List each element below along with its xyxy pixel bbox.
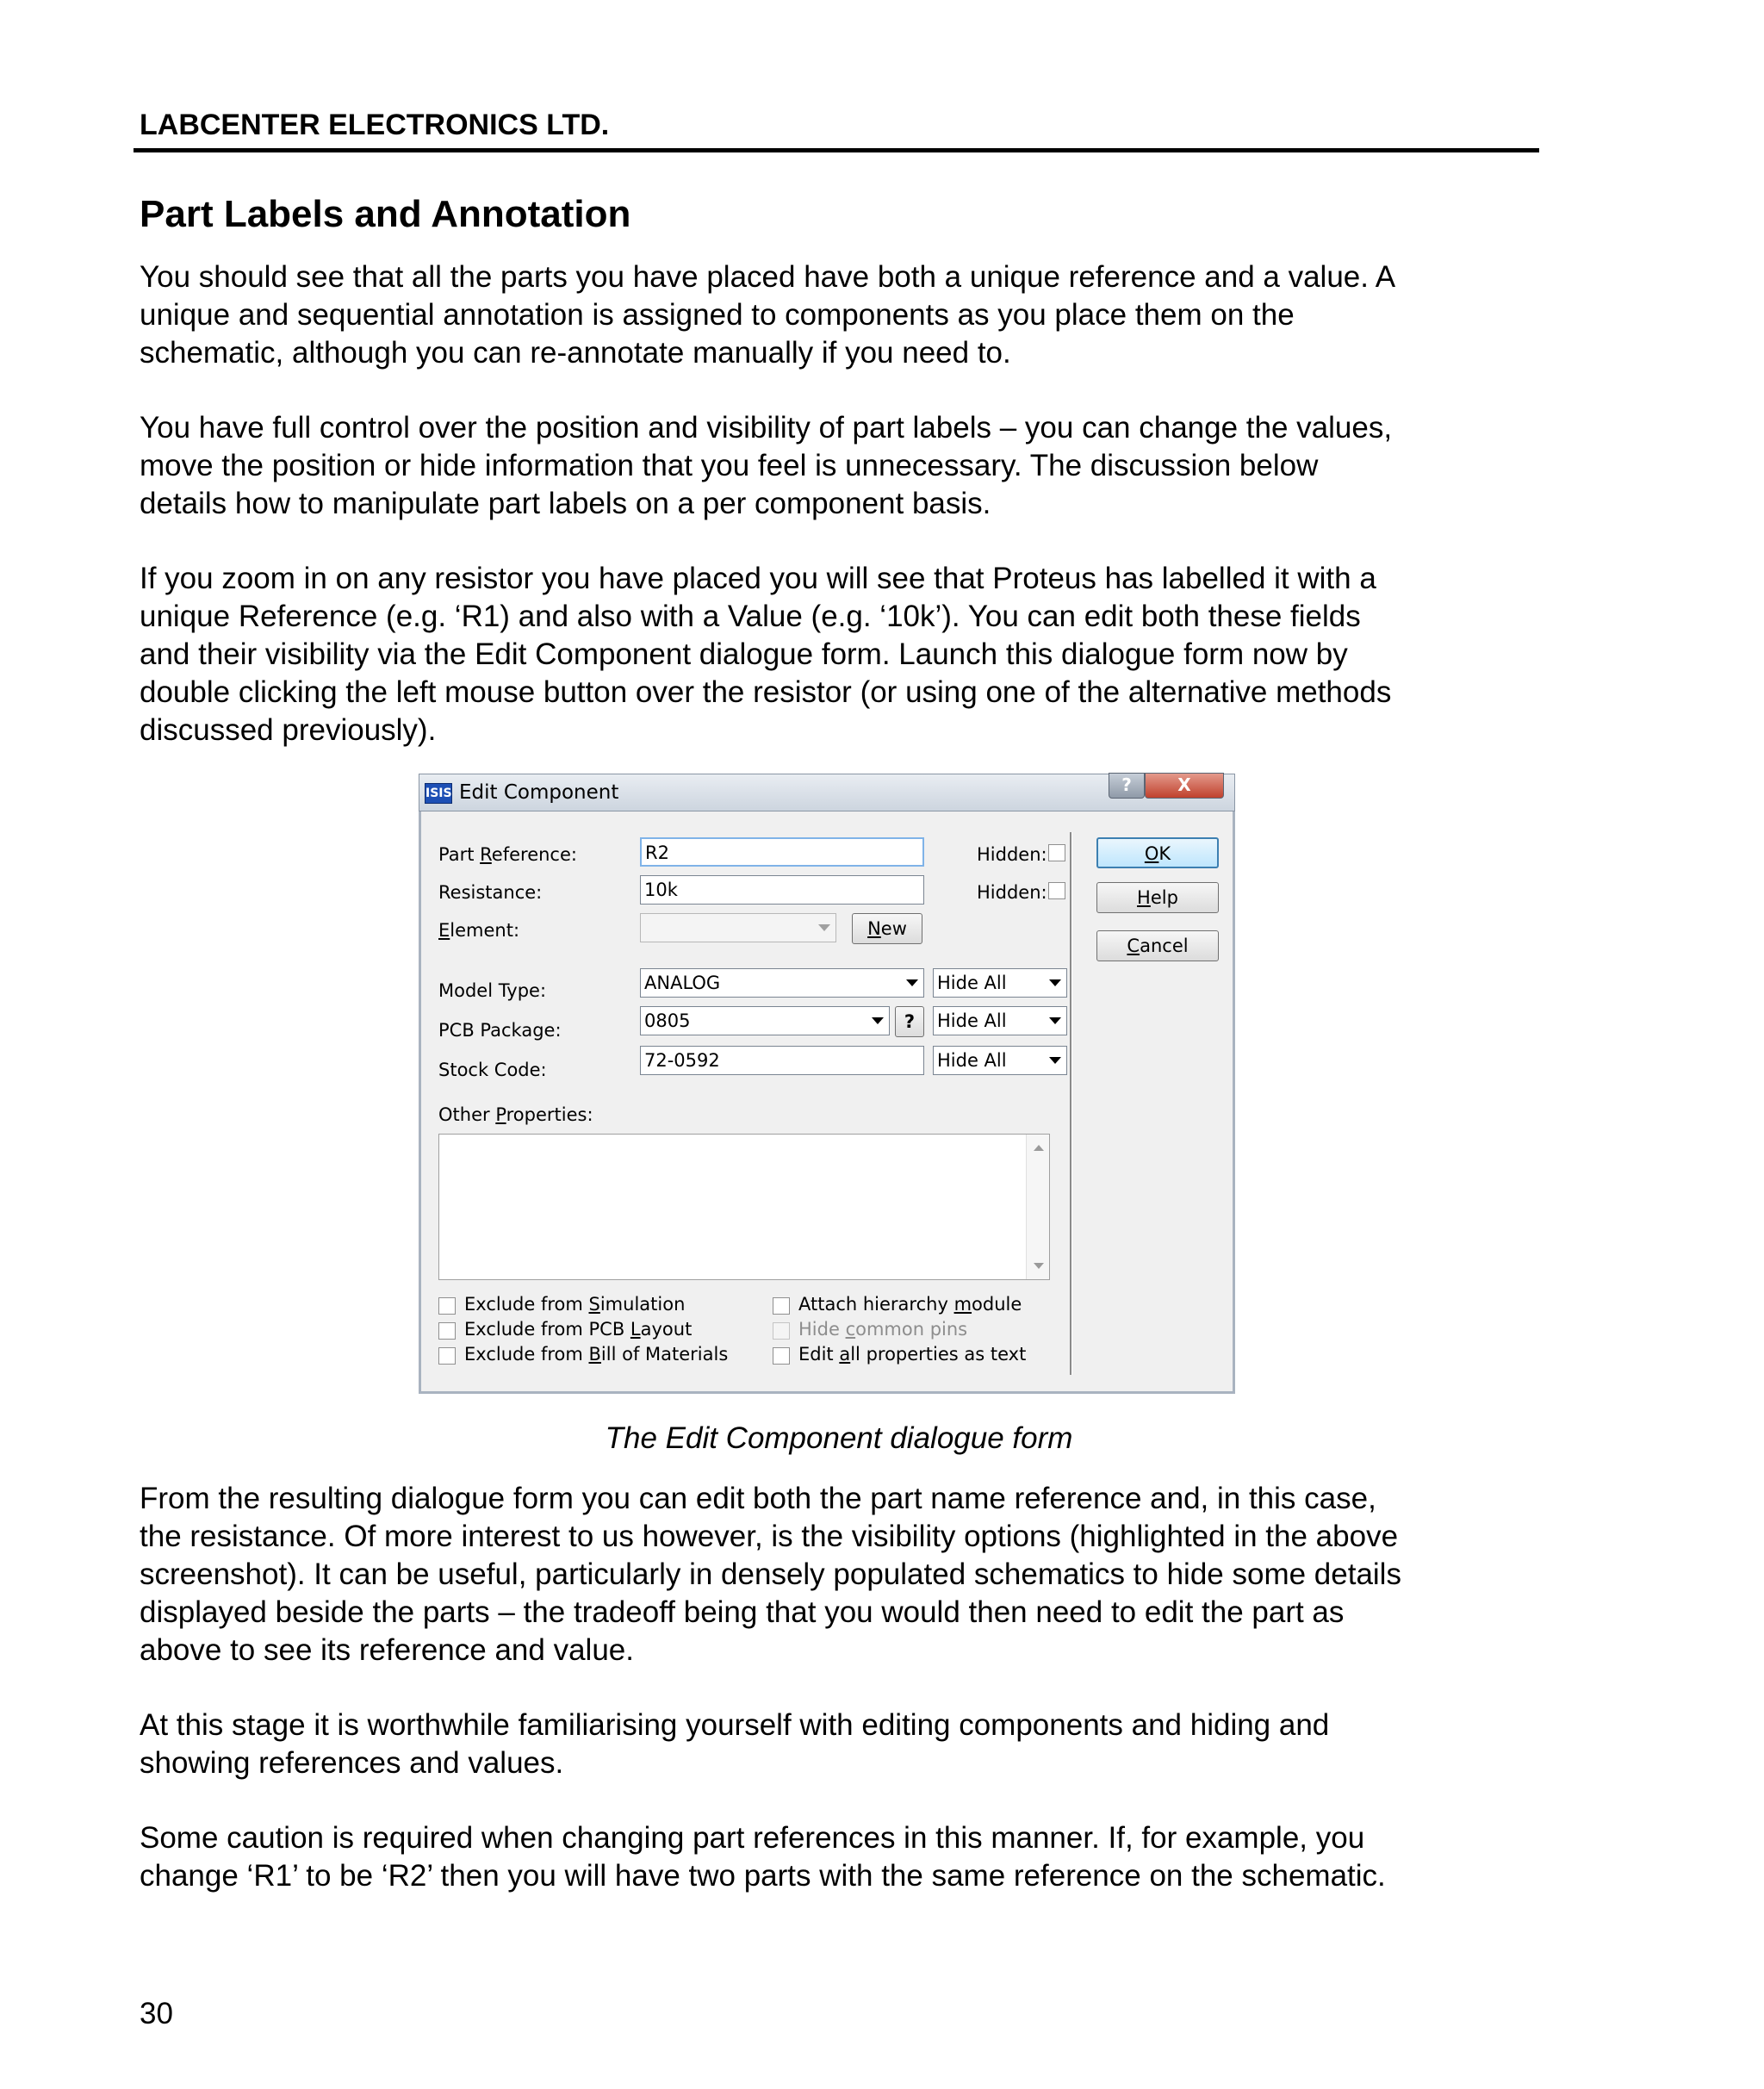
dialog-body: [419, 811, 1235, 1394]
paragraph: You should see that all the parts you have placed have both a unique reference and a value. A unique and sequential annotation is assigned to components as you place them on the schematic, although you can re-annotate manually if you need to.: [140, 260, 1396, 370]
stock-code-label: Stock Code:: [438, 1060, 547, 1080]
exclude-bom-label: Exclude from Bill of Materials: [464, 1344, 729, 1365]
chevron-down-icon: [818, 924, 830, 931]
resistance-input[interactable]: 10k: [640, 875, 924, 905]
part-reference-input[interactable]: R2: [640, 837, 924, 867]
ok-button[interactable]: OK: [1096, 837, 1219, 868]
element-label: Element:: [438, 920, 520, 941]
pcb-package-label: PCB Package:: [438, 1020, 562, 1041]
chevron-down-icon: [1049, 1057, 1061, 1064]
vertical-separator: [1070, 832, 1072, 1375]
attach-hierarchy-label: Attach hierarchy module: [798, 1294, 1022, 1315]
hide-common-pins-label: Hide common pins: [798, 1319, 968, 1340]
edit-all-properties-checkbox[interactable]: [773, 1347, 790, 1365]
stock-code-input[interactable]: 72-0592: [640, 1046, 924, 1075]
scrollbar[interactable]: [1026, 1135, 1049, 1279]
pcb-package-query-button[interactable]: ?: [895, 1006, 924, 1037]
help-title-button[interactable]: ?: [1109, 773, 1145, 799]
part-reference-label: Part Reference:: [438, 844, 577, 865]
hidden-label: Hidden:: [977, 882, 1047, 903]
figure-caption: The Edit Component dialogue form: [605, 1421, 1073, 1455]
edit-all-properties-label: Edit all properties as text: [798, 1344, 1027, 1365]
header-rule: [134, 148, 1539, 152]
chevron-down-icon: [1049, 979, 1061, 986]
chevron-down-icon: [906, 979, 918, 986]
element-select[interactable]: [640, 913, 836, 942]
scroll-up-icon[interactable]: [1034, 1145, 1044, 1151]
exclude-pcb-layout-checkbox[interactable]: [438, 1322, 456, 1340]
close-button[interactable]: X: [1145, 773, 1224, 799]
exclude-bom-checkbox[interactable]: [438, 1347, 456, 1365]
model-type-label: Model Type:: [438, 980, 547, 1001]
cancel-button[interactable]: Cancel: [1096, 930, 1219, 961]
attach-hierarchy-checkbox[interactable]: [773, 1297, 790, 1315]
paragraph: You have full control over the position and visibility of part labels – you can change the values, move the position or hide information that you feel is unnecessary. The discussion below details how to manipulate part labels on a per component basis.: [140, 411, 1393, 520]
part-reference-hidden-checkbox[interactable]: [1048, 844, 1065, 861]
hidden-label: Hidden:: [977, 844, 1047, 865]
edit-component-dialog: [419, 774, 1235, 1394]
isis-app-icon: ISIS: [425, 783, 452, 804]
exclude-pcb-layout-label: Exclude from PCB Layout: [464, 1319, 693, 1340]
paragraph: From the resulting dialogue form you can edit both the part name reference and, in this case, the resistance. Of more interest to us however, is the visibility options (highlighted in the above screenshot). It can be useful, particularly in densely populated schematics to hide some details displayed beside the parts – the tradeoff being that you would then need to edit the part as above to see its reference and value.: [140, 1482, 1401, 1667]
paragraph: Some caution is required when changing part references in this manner. If, for example, you change ‘R1’ to be ‘R2’ then you will have two parts with the same reference on the schematic.: [140, 1821, 1386, 1893]
pcb-package-visibility-select[interactable]: Hide All: [933, 1006, 1067, 1035]
scroll-down-icon[interactable]: [1034, 1263, 1044, 1269]
dialog-titlebar[interactable]: [419, 774, 1235, 811]
paragraph: If you zoom in on any resistor you have placed you will see that Proteus has labelled it with a unique Reference (e.g. ‘R1) and also with a Value (e.g. ‘10k’). You can edit both these fields and their visibility via the Edit Component dialogue form. Launch this dialogue form now by double clicking the left mouse button over the resistor (or using one of the alternative methods discussed previously).: [140, 562, 1392, 747]
help-button[interactable]: Help: [1096, 882, 1219, 913]
chevron-down-icon: [1049, 1017, 1061, 1024]
model-type-visibility-select[interactable]: Hide All: [933, 968, 1067, 998]
document-header: LABCENTER ELECTRONICS LTD.: [140, 109, 610, 141]
stock-code-visibility-select[interactable]: Hide All: [933, 1046, 1067, 1075]
other-properties-textarea[interactable]: [438, 1134, 1050, 1280]
other-properties-label: Other Properties:: [438, 1104, 593, 1125]
resistance-label: Resistance:: [438, 882, 543, 903]
exclude-simulation-checkbox[interactable]: [438, 1297, 456, 1315]
paragraph: At this stage it is worthwhile familiarising yourself with editing components and hiding and showing references and values.: [140, 1708, 1330, 1780]
new-element-button[interactable]: New: [852, 913, 922, 944]
model-type-select[interactable]: ANALOG: [640, 968, 924, 998]
hide-common-pins-checkbox[interactable]: [773, 1322, 790, 1340]
page-number: 30: [140, 1997, 173, 2030]
pcb-package-select[interactable]: 0805: [640, 1006, 890, 1035]
chevron-down-icon: [872, 1017, 884, 1024]
exclude-simulation-label: Exclude from Simulation: [464, 1294, 686, 1315]
section-title: Part Labels and Annotation: [140, 193, 631, 235]
dialog-title: Edit Component: [459, 781, 619, 804]
resistance-hidden-checkbox[interactable]: [1048, 882, 1065, 899]
